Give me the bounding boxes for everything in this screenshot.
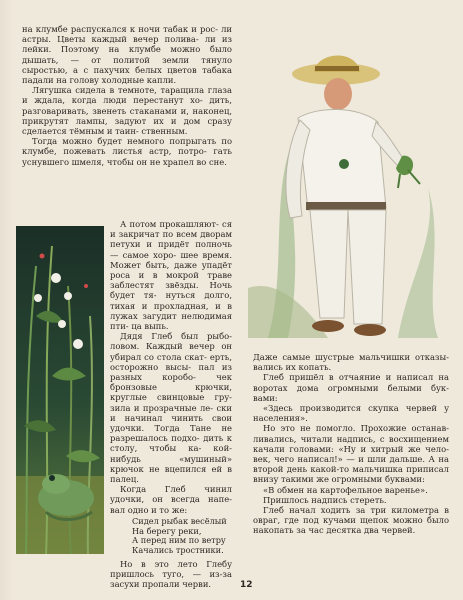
text-line: пал из разных коробо- (110, 361, 232, 383)
paragraph (22, 136, 232, 167)
text-line: звёзды. Ночь будет тя- (110, 280, 232, 301)
paragraph (253, 372, 449, 403)
left-narrow-column (110, 219, 232, 590)
left-top-column (22, 24, 232, 167)
text-line: глаза и ждала, когда люди перестанут хо- (22, 85, 232, 106)
text-line: было накопать за час десятка два червей. (253, 515, 449, 536)
text-line: нуться долго, тихая и (110, 290, 233, 311)
text-line: вались их копать. (253, 362, 332, 373)
text-line: воротах дома огромными белыми бук- (253, 382, 449, 393)
text-line: Но в это лето Глебу (120, 559, 232, 570)
text-line: ерть, осторожно высы- (110, 351, 232, 372)
text-line: буквами: (384, 474, 425, 485)
paragraph (22, 24, 232, 85)
text-line: кой-нибудь «мушиный» (110, 443, 232, 464)
text-line: сыростью, а с пахучих белых цветов табака (22, 64, 232, 75)
text-line: Даже самые шустрые мальчишки отказы- (253, 352, 449, 362)
text-line: и, наконец, прикрутят лампы, задуют их (22, 105, 232, 126)
verse-line: На берегу реки, (132, 525, 202, 536)
text-line: Но это не помогло. Прохожие останав- (263, 423, 449, 434)
text-line: удочки, он всегда напе- (110, 494, 232, 505)
text-line: вами: (253, 392, 278, 403)
text-line: полночь — самое хоро- (110, 239, 232, 260)
small-frog (339, 159, 349, 169)
paragraph (253, 423, 449, 484)
text-line: было дышать, — от политой земли тянуло (22, 44, 232, 65)
text-line: Глеб начал ходить за три километра (263, 505, 440, 516)
page-number: 12 (240, 580, 253, 590)
text-line: на клумбе распускался к ночи табак и рос- (22, 24, 218, 34)
text-line: ливались, читали надпись, с восхищением (253, 433, 449, 444)
text-line: даже упадёт роса и в (110, 259, 232, 281)
text-line: А на второй день какой-то мальчишка (253, 454, 449, 475)
text-line: не разрешалось подхо- (110, 423, 232, 444)
text-line: век, чего написал!» — и шли дальше. (253, 454, 425, 465)
text-line: ли из лейки. Поэтому на клумбе можно (22, 34, 233, 55)
text-line: у населения». (253, 403, 449, 424)
text-line: Лягушка сидела в темноте, таращила (32, 85, 205, 96)
text-line: вал одно и то же: (110, 504, 188, 515)
fisherman-illustration (248, 38, 448, 338)
man-with-frog-drawing (248, 38, 448, 338)
text-line: качали головами: «Ну и хитрый же чело- (253, 443, 449, 454)
verse-line: Качались тростники. (132, 545, 224, 556)
text-line: зила и прозрачные ле- (110, 402, 214, 413)
text-line: в палец. (110, 463, 232, 485)
text-line: ли астры. Цветы каждый вечер полива- (22, 24, 232, 45)
text-line: приписал внизу такими же огромными (253, 464, 449, 485)
text-line: в овраг, где под кучами щепок можно (253, 505, 449, 526)
text-line: «В обмен на картофельное варенье». (263, 484, 428, 495)
paragraph (110, 331, 232, 484)
text-line: дить к столу, чтобы ка- (110, 433, 233, 454)
frog-plants-illustration (16, 226, 104, 554)
text-line: гать уснувшего шмеля, чтобы он не храпел (22, 146, 232, 167)
text-line: крючок не вцепился ей (110, 463, 223, 474)
paragraph (253, 352, 449, 372)
text-line: дить, разговаривать, звенеть стаканами (22, 95, 232, 116)
paragraph (253, 495, 449, 505)
paragraph (110, 559, 232, 590)
text-line: круглые свинцовые гру- (110, 392, 232, 403)
text-line: во сне. (196, 156, 227, 167)
verse-line: Сидел рыбак весёлый (132, 515, 227, 526)
text-line: дворам петухи и придёт (110, 229, 232, 250)
paragraph (253, 485, 449, 495)
text-line: ца выпь. (131, 321, 169, 332)
text-line: Тогда можно будет немного попрыгать (32, 136, 217, 147)
paragraph (253, 505, 449, 536)
text-line: ся и закричат по всем (110, 219, 232, 240)
text-line: свои удочки. Тогда Тане (110, 412, 232, 434)
text-line: А потом прокашляют- (120, 219, 219, 229)
paragraph (110, 484, 232, 515)
text-line: загудит нелюдимая пти- (110, 310, 232, 332)
text-line: падали на голову холодные капли. (22, 75, 177, 86)
text-line: ски и начинал чинить (110, 402, 232, 423)
text-line: Дядя Глеб был рыбо- (120, 331, 232, 342)
text-line: убирал со стола скат- (110, 351, 207, 362)
text-line: Когда Глеб чинил (120, 484, 232, 495)
paragraph (22, 85, 232, 136)
text-line: ловом. Каждый вечер он (110, 341, 232, 352)
text-line: засухи пропали черви. (110, 579, 212, 590)
text-line: «Здесь производится скупка червей (263, 403, 437, 414)
song-verse (132, 517, 232, 556)
paragraph (253, 403, 449, 423)
text-line: Пришлось надпись стереть. (263, 494, 387, 505)
paragraph (110, 219, 232, 331)
text-line: шее время. Может быть, (110, 249, 232, 270)
text-line: пришлось туго, — из-за (110, 569, 232, 580)
text-line: и дом сразу сделается тёмным и таин- (22, 115, 232, 137)
text-line: по клумбе, пожевать листья астр, потро- (22, 136, 232, 157)
text-line: прохладная, и в лужах (110, 300, 232, 321)
text-line: чек бронзовые крючки, (110, 372, 232, 393)
text-line: мокрой траве заблестят (110, 270, 232, 291)
text-line: ственным. (141, 126, 188, 137)
plants-drawing (16, 226, 104, 554)
text-line: Глеб пришёл в отчаяние и написал на (263, 372, 449, 383)
verse-line: А перед ним по ветру (132, 535, 226, 546)
right-bottom-column (253, 352, 449, 536)
